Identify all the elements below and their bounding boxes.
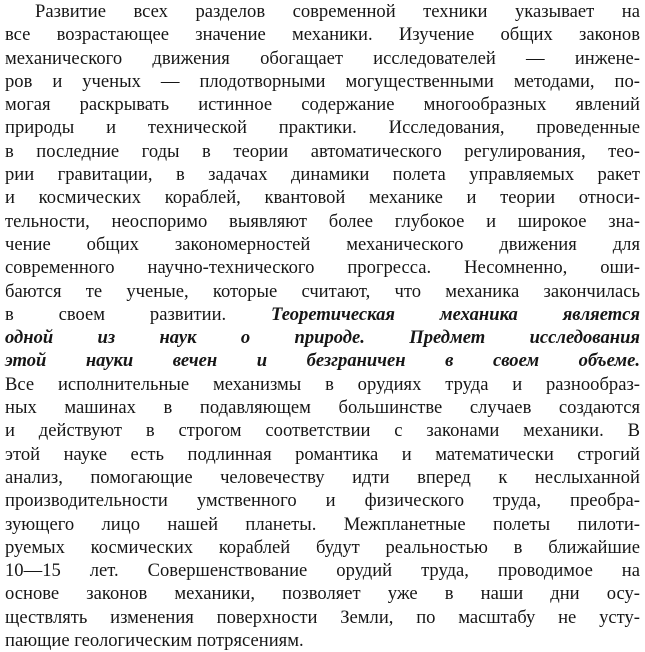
text-line: современного научно-технического прогресса. Несомненно, оши-: [5, 257, 640, 279]
text-line: Все исполнительные механизмы в орудиях труда и разнообраз-: [5, 373, 640, 395]
text-line: руемых космических кораблей будут реальностью в ближайшие: [5, 536, 640, 558]
text-line: производительности умственного и физического труда, преобра-: [5, 490, 640, 512]
text-line: все возрастающее значение механики. Изучение общих законов: [5, 24, 640, 46]
text-line: ров и ученых — плодотворными могущественными методами, по-: [5, 70, 640, 92]
text-line: и космических кораблей, квантовой механике и теории относи-: [5, 187, 640, 209]
text-line: ществлять изменения поверхности Земли, по масштабу не усту-: [5, 606, 640, 628]
text-line: Развитие всех разделов современной техники указывает на: [35, 1, 640, 22]
text-line-normal-part: в своем развитии.: [5, 303, 227, 325]
text-line: чение общих закономерностей механического движения для: [5, 233, 640, 255]
text-line: могая раскрывать истинное содержание многообразных явлений: [5, 94, 640, 116]
text-line: механического движения обогащает исследователей — инжене-: [5, 47, 640, 69]
text-line: 10—15 лет. Совершенствование орудий труда, проводимое на: [5, 560, 640, 582]
text-line: и действуют в строгом соответствии с законами механики. В: [5, 420, 640, 442]
text-line: ных машинах в подавляющем большинстве случаев создаются: [5, 397, 640, 419]
emphasis-line: этой науки вечен и безграничен в своем объеме.: [5, 350, 640, 372]
text-line: природы и технической практики. Исследования, проведенные: [5, 117, 640, 139]
text-line-mixed: [5, 303, 640, 326]
text-line: тельности, неоспоримо выявляют более глубокое и широкое зна-: [5, 210, 640, 232]
text-line: в последние годы в теории автоматического регулирования, тео-: [5, 140, 640, 162]
text-line: пающие геологическим потрясениям.: [5, 630, 304, 652]
emphasis-line: одной из наук о природе. Предмет исследования: [5, 327, 640, 349]
body-paragraph: [5, 0, 640, 652]
text-line: этой науке есть подлинная романтика и математически строгий: [5, 443, 640, 465]
text-line: анализ, помогающие человечеству идти вперед к неслыханной: [5, 466, 640, 488]
text-line: баются те ученые, которые считают, что механика закончилась: [5, 280, 640, 302]
text-line: зующего лицо нашей планеты. Межпланетные полеты пилоти-: [5, 513, 640, 535]
emphasis-text: Теоретическая механика является: [271, 303, 640, 325]
text-line: основе законов механики, позволяет уже в наши дни осу-: [5, 583, 640, 605]
text-line: рии гравитации, в задачах динамики полета управляемых ракет: [5, 164, 640, 186]
